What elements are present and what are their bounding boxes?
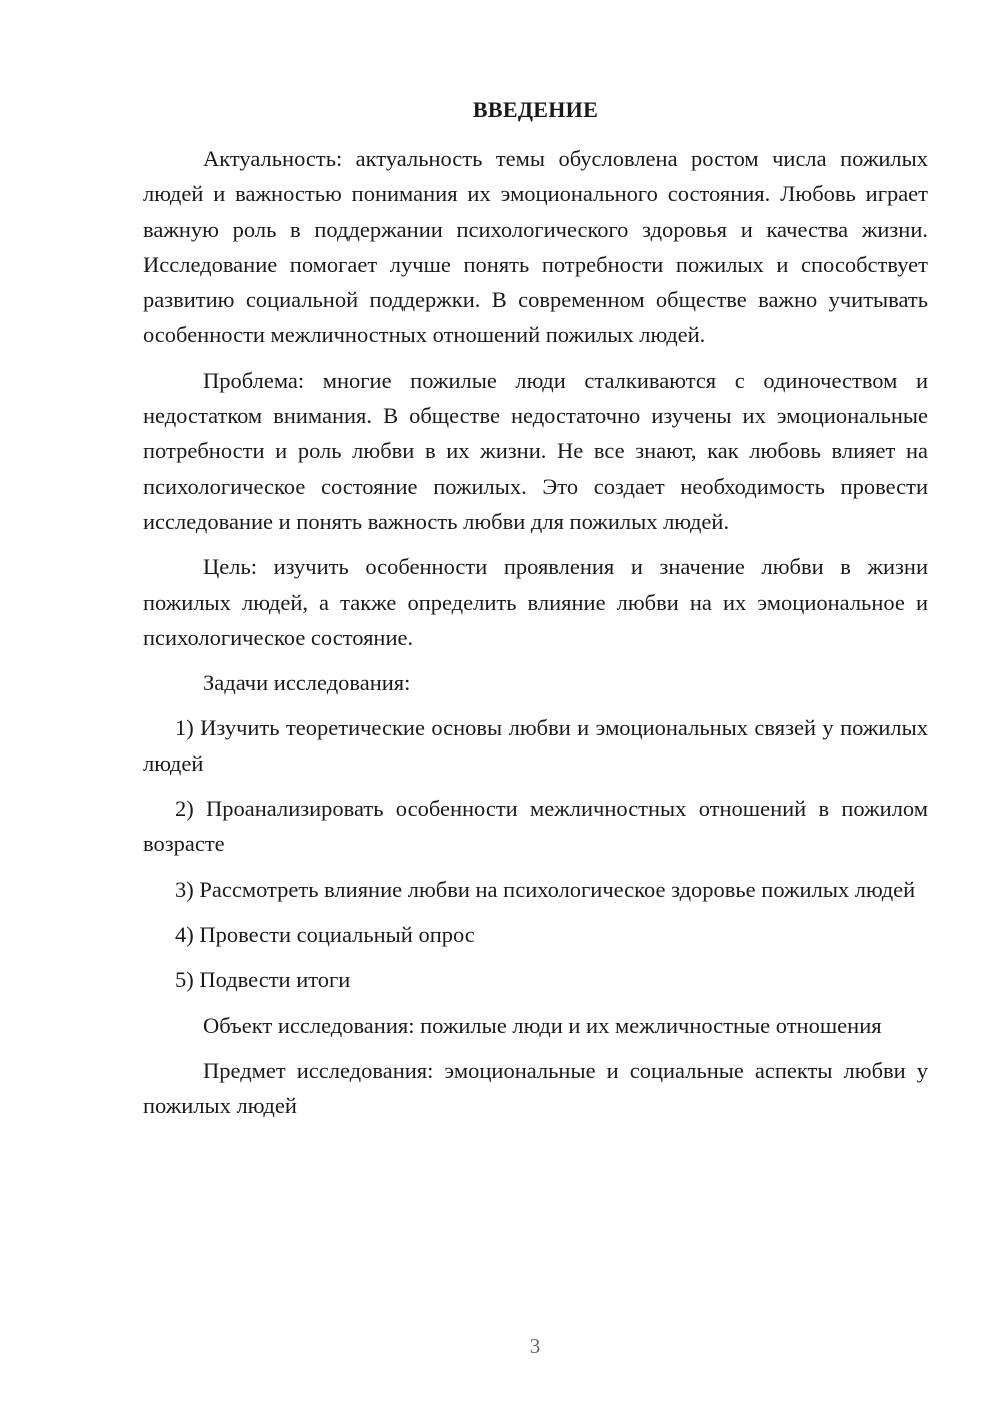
task-item-5: 5) Подвести итоги — [175, 967, 351, 993]
document-body — [143, 141, 928, 1133]
task-item-2: 2) Проанализировать особенности межличностных отношений в пожилом возрасте — [143, 796, 928, 857]
tasks-title: Задачи исследования: — [203, 670, 411, 696]
page-number: 3 — [529, 1334, 541, 1358]
section-heading: ВВЕДЕНИЕ — [472, 97, 599, 122]
object-paragraph: Объект исследования: пожилые люди и их межличностные отношения — [203, 1012, 882, 1038]
subject-paragraph: Предмет исследования: эмоциональные и социальные аспекты любви у пожилых людей — [143, 1057, 928, 1119]
task-item-3: 3) Рассмотреть влияние любви на психологическое здоровье пожилых людей — [175, 876, 916, 902]
problem-paragraph: Проблема: многие пожилые люди сталкиваются с одиночеством и недостатком внимания. В обществе недостаточно изучены их эмоциональные потребности и роль любви в их жизни. Не все знают, как любовь влияет на психологическое состояние пожилых. Это создает необходимость провести исследование и понять важность любви для пожилых людей. — [143, 367, 928, 534]
relevance-paragraph: Актуальность: актуальность темы обусловлена ростом числа пожилых людей и важностью понимания их эмоционального состояния. Любовь играет важную роль в поддержании психологического здоровья и качества жизни. Исследование помогает лучше понять потребности пожилых и способствует развитию социальной поддержки. В современном обществе важно учитывать особенности межличностных отношений пожилых людей. — [143, 146, 928, 348]
task-item-4: 4) Провести социальный опрос — [175, 921, 475, 947]
goal-paragraph: Цель: изучить особенности проявления и значение любви в жизни пожилых людей, а также определить влияние любви на их эмоциональное и психологическое состояние. — [143, 554, 928, 650]
task-item-1: 1) Изучить теоретические основы любви и эмоциональных связей у пожилых людей — [143, 715, 928, 776]
